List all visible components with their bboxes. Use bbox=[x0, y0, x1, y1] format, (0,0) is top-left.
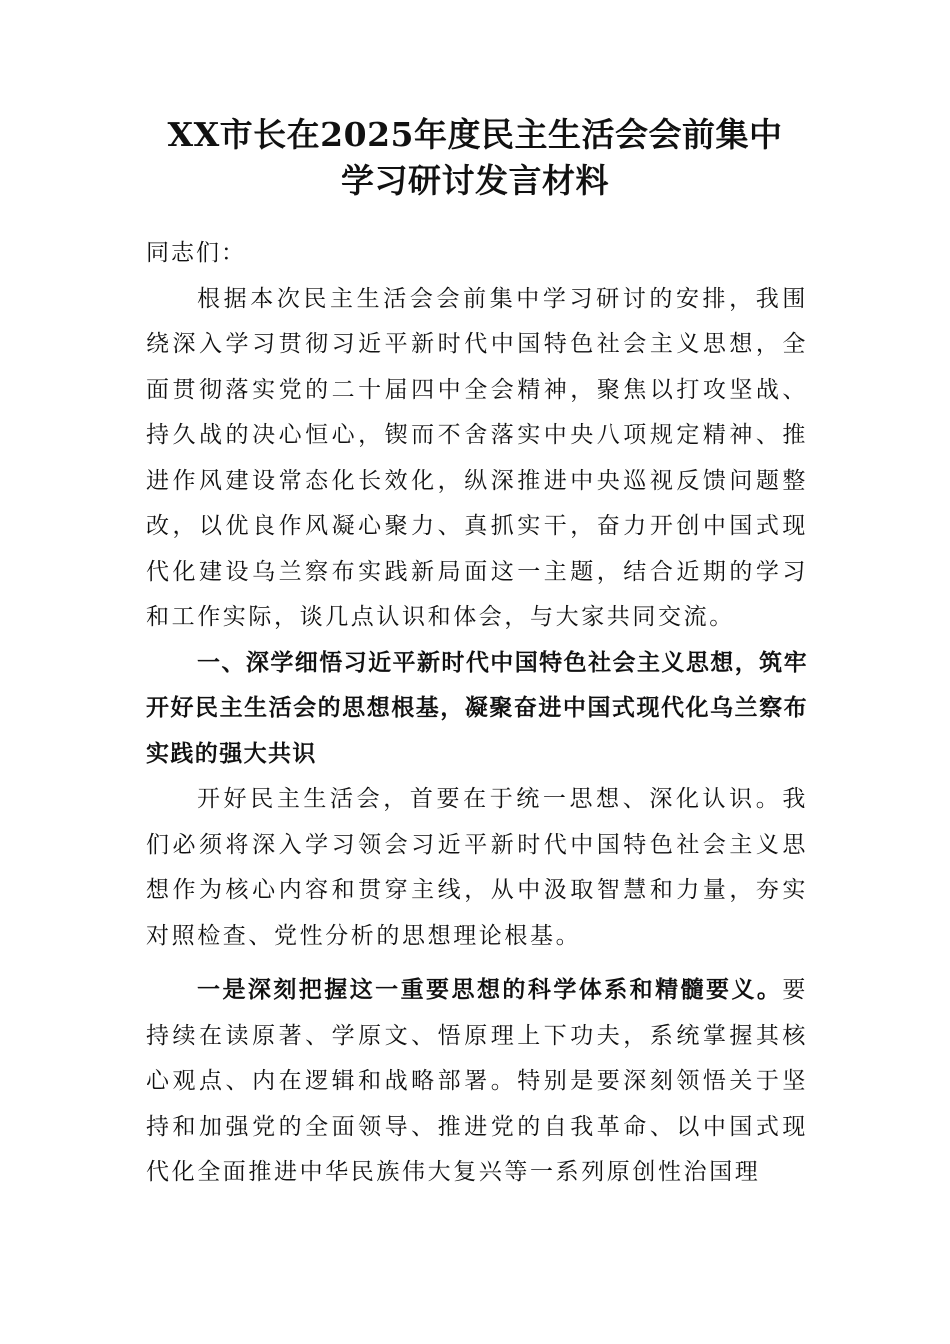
document-body bbox=[146, 231, 808, 1196]
point-1-paragraph bbox=[146, 967, 808, 1196]
section-1-paragraph: 开好民主生活会，首要在于统一思想、深化认识。我们必须将深入学习领会习近平新时代中国特色社会主义思想作为核心内容和贯穿主线，从中汲取智慧和力量，夯实对照检查、党性分析的思想理论根基。 bbox=[146, 786, 808, 949]
intro-paragraph: 根据本次民主生活会会前集中学习研讨的安排，我围绕深入学习贯彻习近平新时代中国特色社会主义思想，全面贯彻落实党的二十届四中全会精神，聚焦以打攻坚战、持久战的决心恒心，锲而不舍落实中央八项规定精神、推进作风建设常态化长效化，纵深推进中央巡视反馈问题整改，以优良作风凝心聚力、真抓实干，奋力开创中国式现代化建设乌兰察布实践新局面这一主题，结合近期的学习和工作实际，谈几点认识和体会，与大家共同交流。 bbox=[146, 285, 808, 630]
salutation: 同志们： bbox=[146, 240, 246, 266]
document-title-line-1: XX市长在2025年度民主生活会会前集中 bbox=[167, 115, 783, 154]
point-1-lead: 一是深刻把握这一重要思想的科学体系和精髓要义。 bbox=[197, 976, 783, 1003]
section-1-heading: 一、深学细悟习近平新时代中国特色社会主义思想，筑牢开好民主生活会的思想根基，凝聚奋进中国式现代化乌兰察布实践的强大共识 bbox=[146, 649, 808, 767]
point-1-text: 要持续在读原著、学原文、悟原理上下功夫，系统掌握其核心观点、内在逻辑和战略部署。特别是要深刻领悟关于坚持和加强党的全面领导、推进党的自我革命、以中国式现代化全面推进中华民族伟大复兴等一系列原创性治国理 bbox=[146, 977, 808, 1185]
document-title-line-2: 学习研讨发言材料 bbox=[341, 161, 609, 200]
